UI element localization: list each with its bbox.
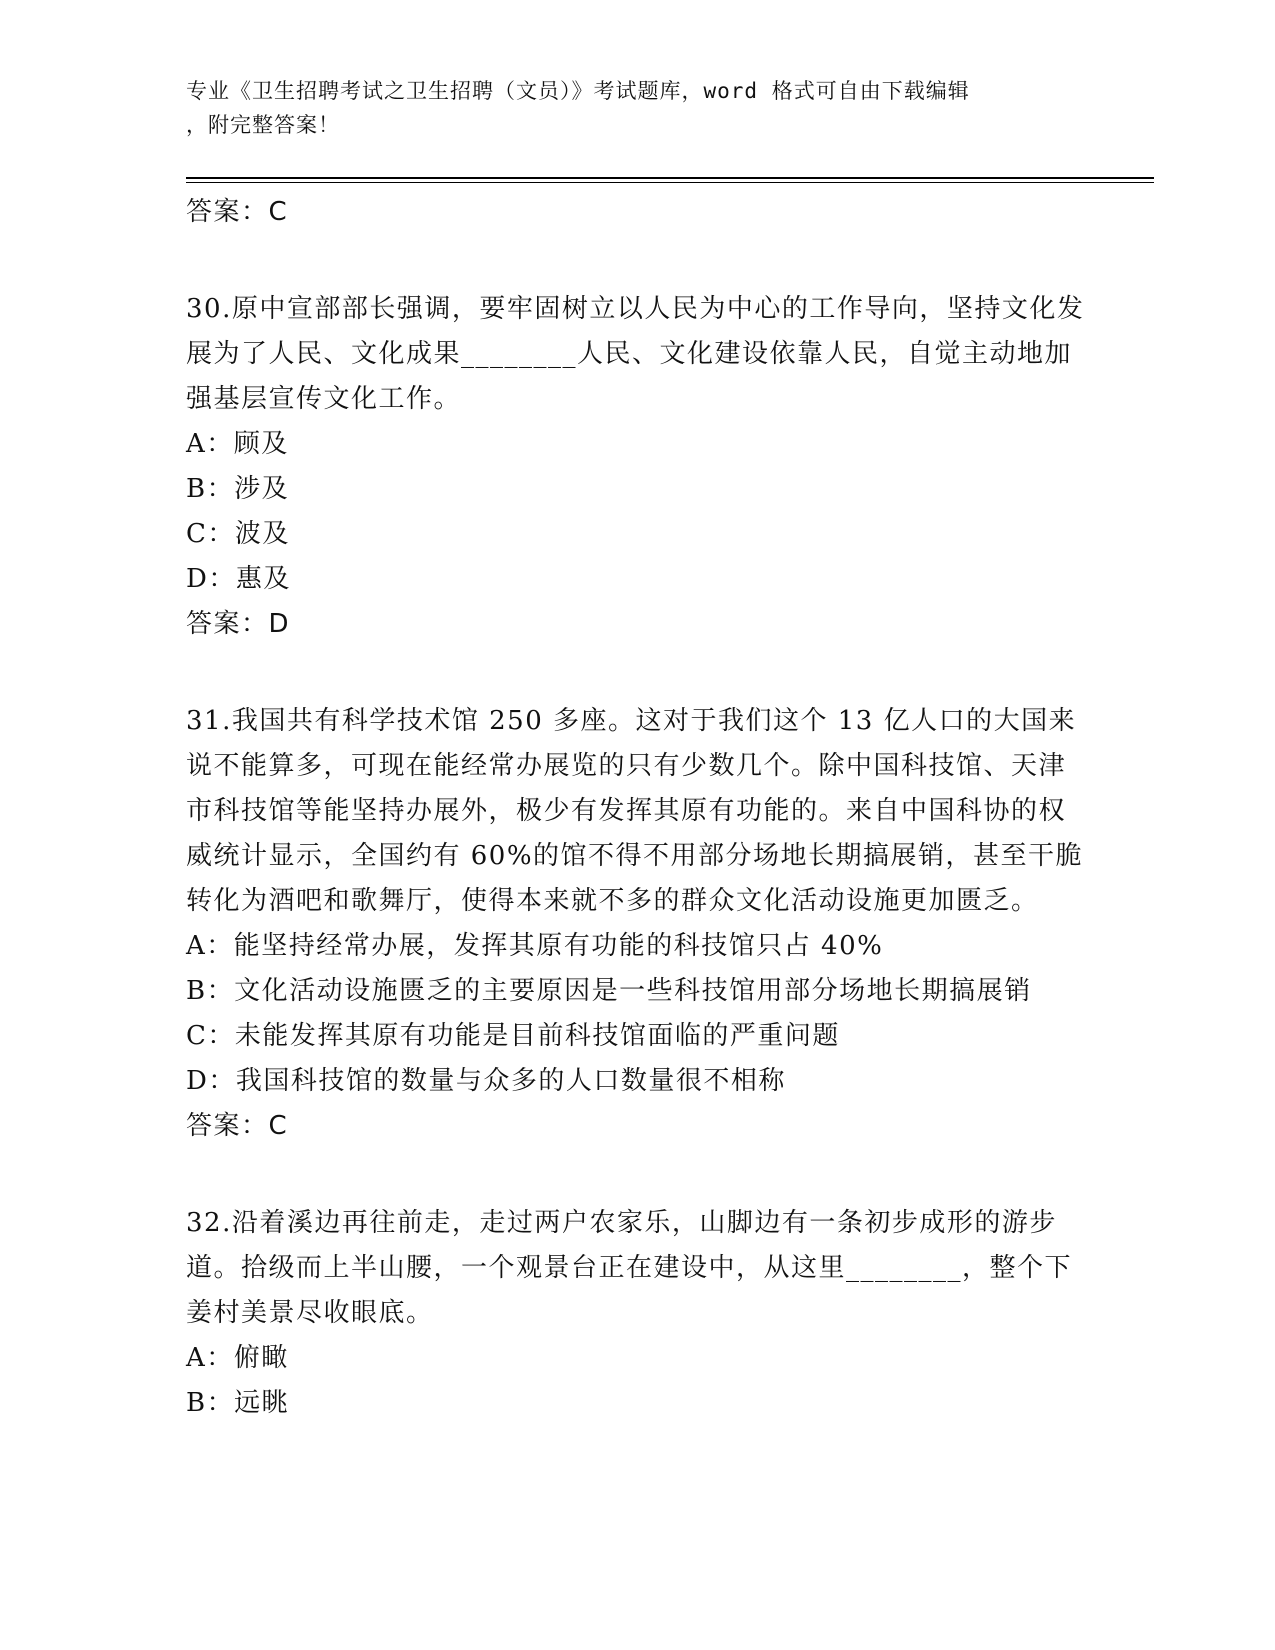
question-32-option-b: B：远眺 [186, 1388, 290, 1418]
question-31-answer: 答案：C [186, 1111, 289, 1141]
question-30-answer: 答案：D [186, 609, 291, 639]
question-32 [186, 1201, 1086, 1426]
question-30-text: 30.原中宣部部长强调，要牢固树立以人民为中心的工作导向，坚持文化发展为了人民、文化成果________人民、文化建设依靠人民，自觉主动地加强基层宣传文化工作。 [186, 294, 1085, 414]
question-content [186, 190, 1086, 1426]
question-31-option-b: B：文化活动设施匮乏的主要原因是一些科技馆用部分场地长期搞展销 [186, 976, 1032, 1006]
question-30-option-a: A：顾及 [186, 429, 289, 459]
header-rule-thin [186, 182, 1154, 183]
question-32-text: 32.沿着溪边再往前走，走过两户农家乐，山脚边有一条初步成形的游步道。拾级而上半山腰，一个观景台正在建设中，从这里________，整个下姜村美景尽收眼底。 [186, 1208, 1073, 1328]
question-31 [186, 699, 1086, 1149]
question-30 [186, 287, 1086, 647]
question-30-option-d: D：惠及 [186, 564, 291, 594]
question-31-option-c: C：未能发挥其原有功能是目前科技馆面临的严重问题 [186, 1021, 840, 1051]
header-rule-thick [186, 177, 1154, 179]
question-31-option-d: D：我国科技馆的数量与众多的人口数量很不相称 [186, 1066, 786, 1096]
answer-prev: 答案：C [186, 197, 289, 227]
question-30-option-b: B：涉及 [186, 474, 290, 504]
header-line-2: ，附完整答案！ [186, 113, 340, 137]
question-30-option-c: C：波及 [186, 519, 290, 549]
header-line-1: 专业《卫生招聘考试之卫生招聘（文员）》考试题库，word 格式可自由下载编辑 [186, 79, 970, 103]
question-32-option-a: A：俯瞰 [186, 1343, 289, 1373]
question-31-text: 31.我国共有科学技术馆 250 多座。这对于我们这个 13 亿人口的大国来说不能算多，可现在能经常办展览的只有少数几个。除中国科技馆、天津市科技馆等能坚持办展外，极少有发挥其原有功能的。来自中国科协的权威统计显示，全国约有 60%的馆不得不用部分场地长期搞展销，甚至干脆转化为酒吧和歌舞厅，使得本来就不多的群众文化活动设施更加匮乏。 [186, 706, 1084, 916]
question-31-option-a: A：能坚持经常办展，发挥其原有功能的科技馆只占 40% [186, 931, 884, 961]
document-header [186, 74, 1066, 142]
